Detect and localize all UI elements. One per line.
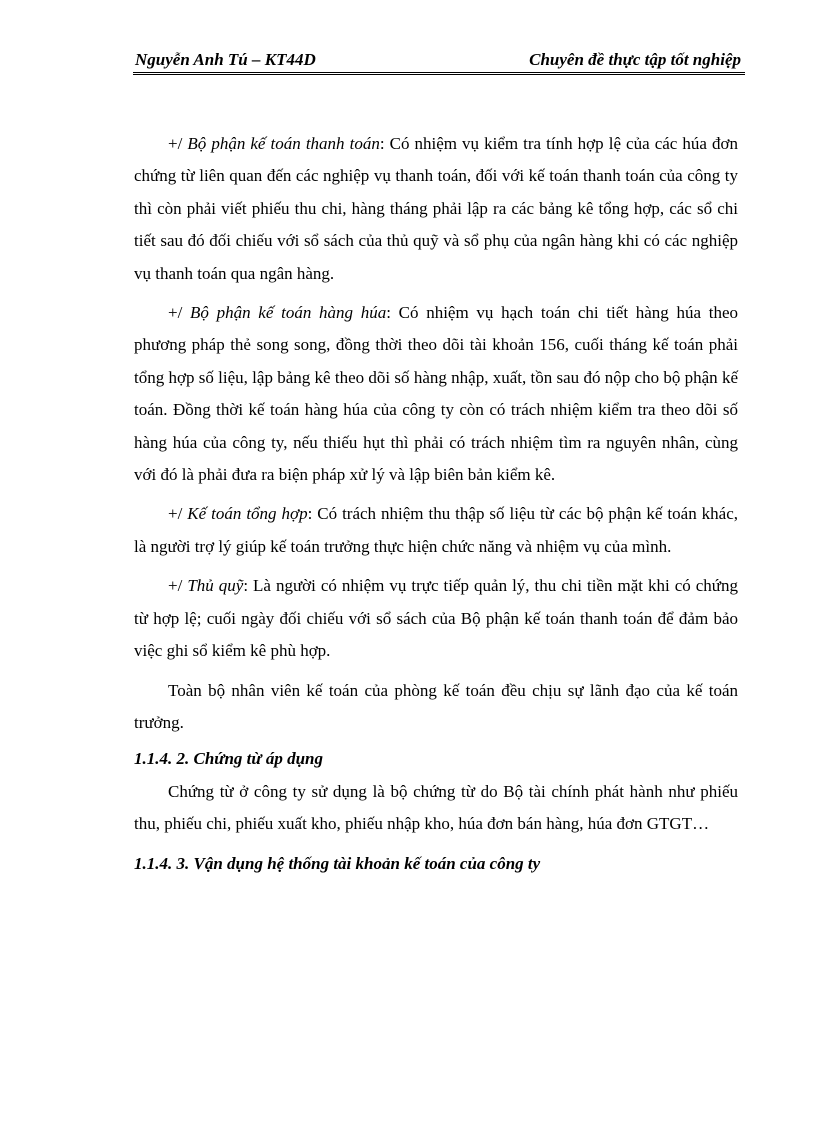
paragraph-prefix: +/ bbox=[168, 303, 191, 323]
header-author: Nguyễn Anh Tú – KT44D bbox=[135, 50, 316, 69]
paragraph-text: : Là người có nhiệm vụ trực tiếp quản lý, thu chi tiền mặt khi có chứng từ hợp lệ; cuối ngày đối chiếu với sổ sách của Bộ phận kế toán thanh toán để đảm bảo việc ghi sổ kiểm kê phù hợp. bbox=[134, 576, 739, 661]
paragraph-text: : Có nhiệm vụ hạch toán chi tiết hàng húa theo phương pháp thẻ song song, đồng thời theo dõi tài khoản 156, cuối tháng kế toán phải tổng hợp số liệu, lập bảng kê theo dõi số hàng nhập, xuất, tồn sau đó nộp cho bộ phận kế toán. Đồng thời kế toán hàng húa của công ty còn có trách nhiệm kiểm tra theo dõi số hàng húa của công ty, nếu thiếu hụt thì phải có trách nhiệm tìm ra nguyên nhân, cùng với đó là phải đưa ra biện pháp xử lý và lập biên bản kiểm kê. bbox=[134, 303, 739, 485]
paragraph-prefix: +/ bbox=[168, 576, 188, 596]
section-heading-accounts: 1.1.4. 3. Vận dụng hệ thống tài khoản kế toán của công ty bbox=[134, 853, 541, 873]
paragraph-goods-accounting bbox=[134, 297, 738, 491]
paragraph-label: Bộ phận kế toán thanh toán bbox=[187, 134, 380, 153]
paragraph-closing: Toàn bộ nhân viên kế toán của phòng kế toán đều chịu sự lãnh đạo của kế toán trưởng. bbox=[134, 680, 738, 732]
paragraph-prefix: +/ bbox=[168, 134, 188, 153]
paragraph-prefix: +/ bbox=[168, 504, 188, 524]
paragraph-label: Kế toán tổng hợp bbox=[187, 504, 308, 524]
paragraph-treasurer bbox=[134, 570, 738, 667]
paragraph-documents: Chứng từ ở công ty sử dụng là bộ chứng từ do Bộ tài chính phát hành như phiếu thu, phiếu chi, phiếu xuất kho, phiếu nhập kho, húa đơn bán hàng, húa đơn GTGT… bbox=[134, 781, 738, 834]
header-title: Chuyên đề thực tập tốt nghiệp bbox=[529, 50, 741, 69]
paragraph-text: : Có trách nhiệm thu thập số liệu từ các bộ phận kế toán khác, là người trợ lý giúp kế toán trưởng thực hiện chức năng và nhiệm vụ của mình. bbox=[134, 504, 739, 556]
page-header bbox=[133, 46, 745, 75]
paragraph-text: : Có nhiệm vụ kiểm tra tính hợp lệ của các húa đơn chứng từ liên quan đến các nghiệp vụ thanh toán, đối với kế toán thanh toán của công ty thì còn phải viết phiếu thu chi, hàng tháng phải lập ra các bảng kê tổng hợp, các sổ chi tiết sau đó đối chiếu với sổ sách của thủ quỹ và sổ phụ của ngân hàng khi có các nghiệp vụ thanh toán qua ngân hàng. bbox=[134, 134, 738, 283]
section-heading-documents: 1.1.4. 2. Chứng từ áp dụng bbox=[134, 749, 324, 769]
paragraph-payment-accounting bbox=[134, 128, 738, 290]
paragraph-label: Thủ quỹ bbox=[187, 576, 244, 596]
document-body bbox=[134, 128, 738, 880]
paragraph-label: Bộ phận kế toán hàng húa bbox=[190, 303, 387, 323]
paragraph-general-accounting bbox=[134, 498, 738, 563]
